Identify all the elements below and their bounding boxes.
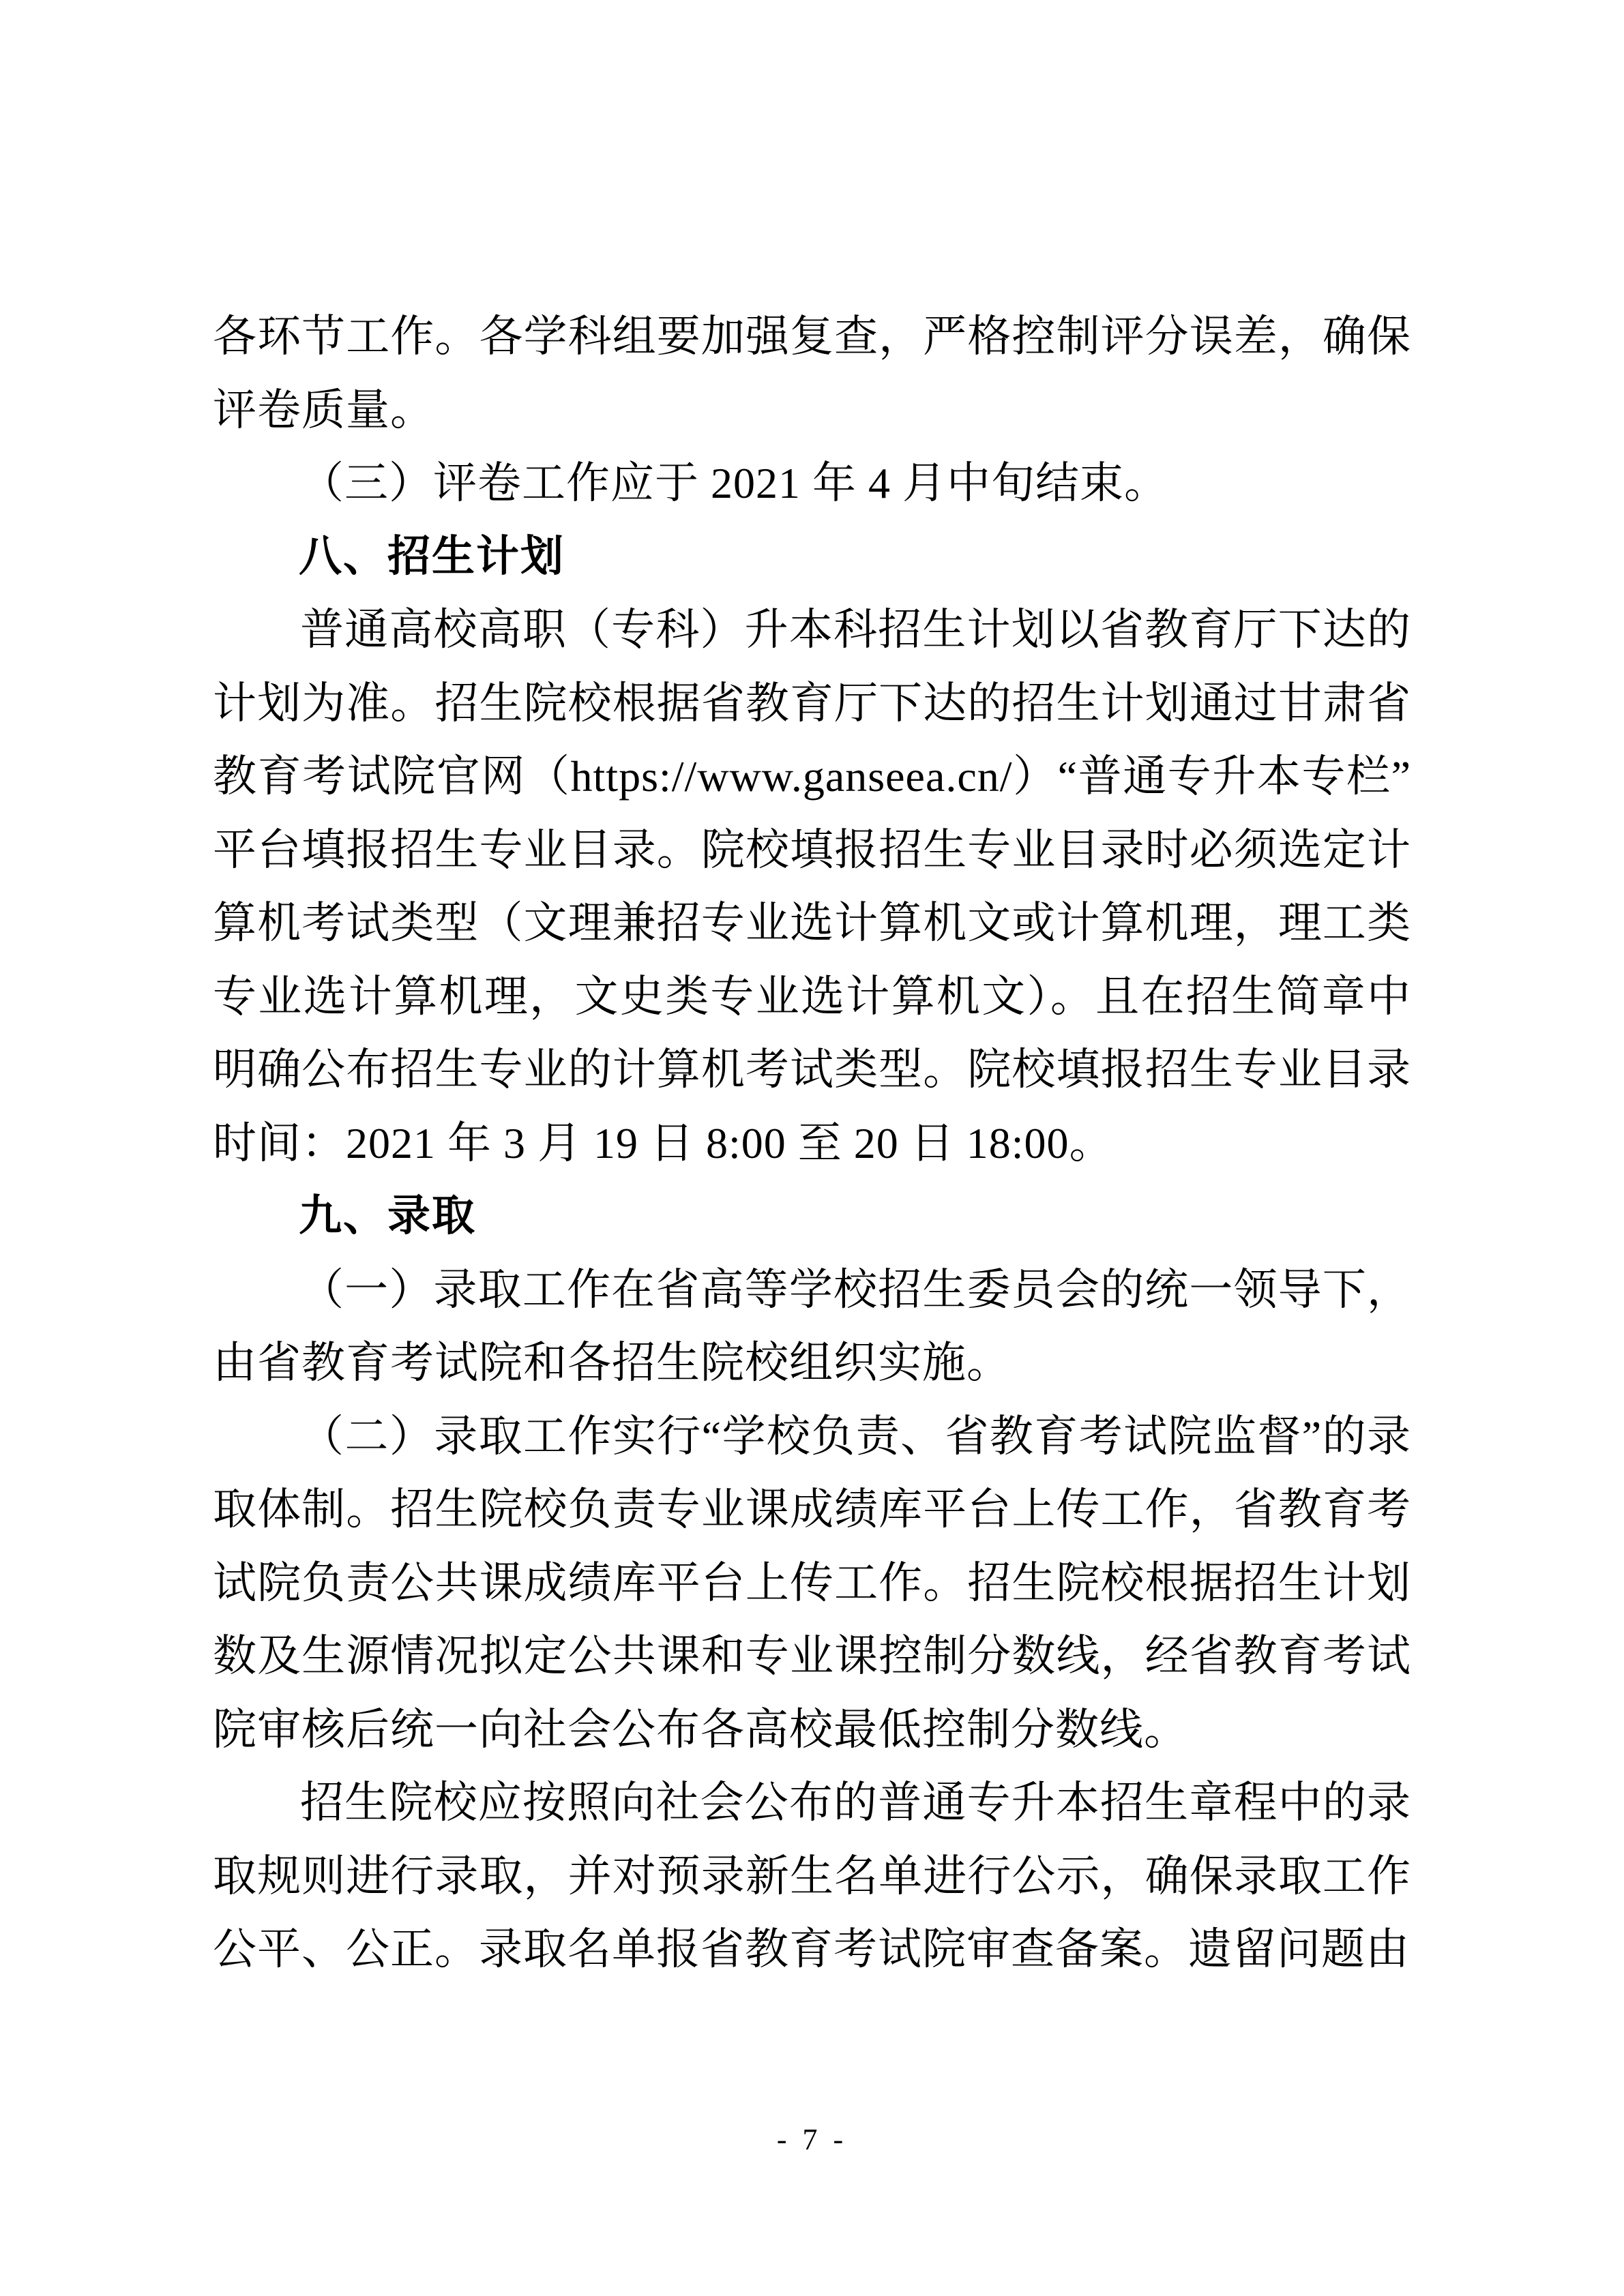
- paragraph: （一）录取工作在省高等学校招生委员会的统一领导下，由省教育考试院和各招生院校组织实施。: [213, 1265, 1411, 1387]
- page-number: - 7 -: [776, 2123, 848, 2156]
- paragraph: （三）评卷工作应于 2021 年 4 月中旬结束。: [300, 459, 1168, 507]
- document-body: [213, 300, 1411, 1986]
- page-footer: [0, 2122, 1624, 2157]
- paragraph: 普通高校高职（专科）升本科招生计划以省教育厅下达的计划为准。招生院校根据省教育厅下达的招生计划通过甘肃省教育考试院官网（https://www.ganseea.cn/）“普通专升本专栏”平台填报招生专业目录。院校填报招生专业目录时必须选定计算机考试类型（文理兼招专业选计算机文或计算机理，理工类专业选计算机理，文史类专业选计算机文）。且在招生简章中明确公布招生专业的计算机考试类型。院校填报招生专业目录时间：2021 年 3 月 19 日 8:00 至 20 日 18:00。: [213, 606, 1411, 1167]
- paragraph: 各环节工作。各学科组要加强复查，严格控制评分误差，确保评卷质量。: [213, 312, 1411, 434]
- paragraph: （二）录取工作实行“学校负责、省教育考试院监督”的录取体制。招生院校负责专业课成绩库平台上传工作，省教育考试院负责公共课成绩库平台上传工作。招生院校根据招生计划数及生源情况拟定公共课和专业课控制分数线，经省教育考试院审核后统一向社会公布各高校最低控制分数线。: [213, 1412, 1411, 1754]
- section-heading: 八、招生计划: [299, 532, 565, 580]
- section-heading: 九、录取: [299, 1192, 476, 1240]
- paragraph: 招生院校应按照向社会公布的普通专升本招生章程中的录取规则进行录取，并对预录新生名单进行公示，确保录取工作公平、公正。录取名单报省教育考试院审查备案。遗留问题由: [213, 1778, 1411, 1973]
